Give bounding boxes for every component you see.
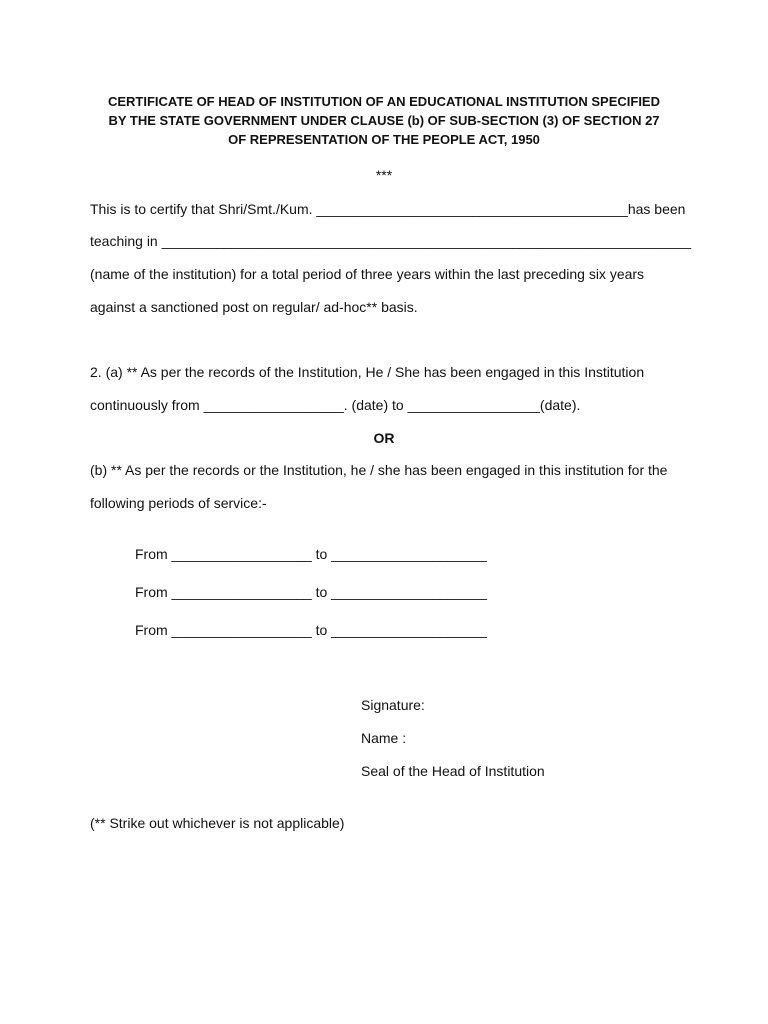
or-label: OR xyxy=(373,430,395,446)
para2b-line-1: (b) ** As per the records or the Institution, he / she has been engaged in this institution for the xyxy=(90,462,668,478)
name-label: Name : xyxy=(361,730,407,746)
certificate-title xyxy=(70,92,698,149)
period-row-3: From __________________ to ____________________ xyxy=(135,622,487,638)
para1-line-4: against a sanctioned post on regular/ ad-hoc** basis. xyxy=(90,299,418,315)
para1-line-3: (name of the institution) for a total period of three years within the last preceding six years xyxy=(90,266,645,282)
signature-label: Signature: xyxy=(361,697,425,713)
separator: *** xyxy=(375,167,393,183)
title-line-2: BY THE STATE GOVERNMENT UNDER CLAUSE (b) OF SUB-SECTION (3) OF SECTION 27 xyxy=(108,113,660,128)
para2a-line-1: 2. (a) ** As per the records of the Institution, He / She has been engaged in this Institution xyxy=(90,364,645,380)
title-line-3: OF REPRESENTATION OF THE PEOPLE ACT, 1950 xyxy=(228,132,540,147)
period-row-2: From __________________ to ____________________ xyxy=(135,584,487,600)
title-line-1: CERTIFICATE OF HEAD OF INSTITUTION OF AN EDUCATIONAL INSTITUTION SPECIFIED xyxy=(107,94,660,109)
seal-label: Seal of the Head of Institution xyxy=(361,763,545,779)
para1-line-2: teaching in ____________________________________________________________________ xyxy=(90,233,692,249)
footnote: (** Strike out whichever is not applicable) xyxy=(90,815,345,831)
para1-line-1: This is to certify that Shri/Smt./Kum. ________________________________________has been xyxy=(90,201,686,217)
para2a-line-2: continuously from __________________. (date) to _________________(date). xyxy=(90,397,581,413)
period-row-1: From __________________ to ____________________ xyxy=(135,546,487,562)
para2b-line-2: following periods of service:- xyxy=(90,495,267,511)
